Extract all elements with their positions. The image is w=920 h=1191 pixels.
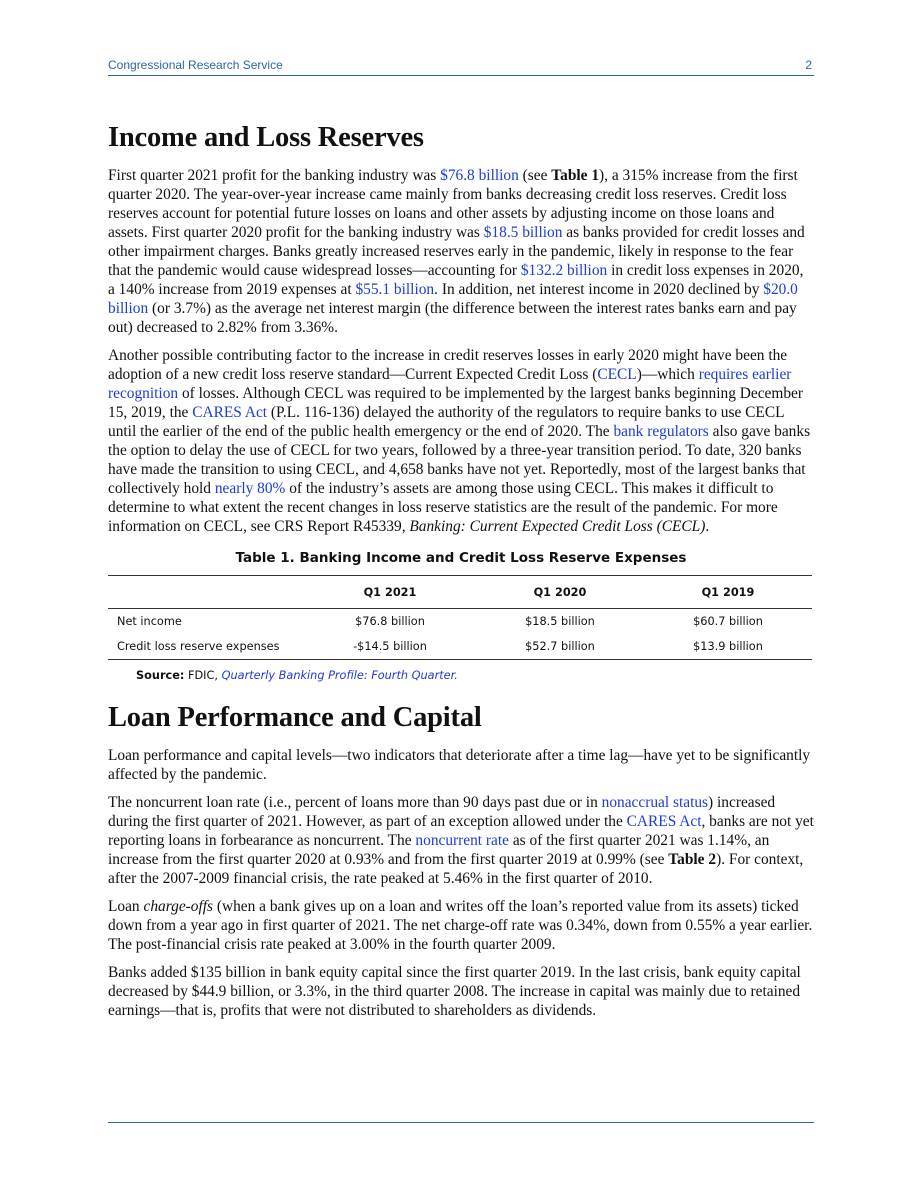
text-run: Loan [108, 898, 144, 915]
table-reference: Table 1 [551, 167, 600, 184]
main-content [108, 120, 814, 1029]
link-nonaccrual-status[interactable]: nonaccrual status [601, 794, 709, 811]
text-run: (see [518, 167, 552, 184]
column-header: Q1 2021 [304, 576, 476, 609]
source-text: FDIC, [184, 669, 222, 682]
table-row [108, 609, 812, 635]
link-76-8-billion[interactable]: $76.8 billion [440, 167, 519, 184]
table-title: Table 1. Banking Income and Credit Loss Reserve Expenses [235, 550, 687, 566]
report-title: Banking: Current Expected Credit Loss (CECL) [409, 518, 706, 535]
income-reserve-table [108, 575, 812, 660]
table-cell: -$14.5 billion [304, 634, 476, 660]
link-bank-regulators[interactable]: bank regulators [613, 423, 709, 440]
term-charge-offs: charge-offs [143, 898, 214, 915]
text-run: , banks are not yet reporting loans in forbearance as noncurrent. The [108, 813, 814, 849]
text-run: ), a 315% increase from the first quarter 2020. The year-over-year increase came mainly from banks decreasing credit loss reserves. Credit loss reserves account for potential future losses on loans and other assets by adjusting income on those loans and assets. First quarter 2020 profit for the banking industry was [108, 167, 798, 241]
text-run: as of the first quarter 2021 was 1.14%, an increase from the first quarter 2020 at 0.93% and from the first quarter 2019 at 0.99% (see [108, 832, 770, 868]
text-run: The noncurrent loan rate (i.e., percent of loans more than 90 days past due or in [108, 794, 602, 811]
paragraph-loan-1: Loan performance and capital levels—two indicators that deteriorate after a time lag—have yet to be significantly affected by the pandemic. [108, 747, 811, 783]
text-run: as banks provided for credit losses and other impairment charges. Banks greatly increased reserves early in the pandemic, likely in response to the fear that the pandemic would cause widespread losses—accounting for [108, 224, 805, 279]
paragraph-income-1 [108, 166, 814, 337]
table-cell: $13.9 billion [644, 634, 812, 660]
table-source [136, 669, 814, 682]
text-run: (when a bank gives up on a loan and writes off the loan’s reported value from its assets) ticked down from a year ago in first quarter of 2021. The net charge-off rate was 0.34%, down from 0.55% a year earlier. The post-financial crisis rate peaked at 3.00% in the fourth quarter 2009. [108, 898, 813, 953]
page-header [108, 55, 814, 76]
text-run: (P.L. 116-136) delayed the authority of the regulators to require banks to use CECL until the earlier of the end of the public health emergency or the end of 2020. The [108, 404, 784, 440]
paragraph-income-2 [108, 346, 814, 536]
text-run: ). For context, after the 2007-2009 financial crisis, the rate peaked at 5.46% in the first quarter of 2010. [108, 851, 804, 887]
page-number: 2 [805, 58, 812, 72]
column-header [108, 576, 304, 609]
link-requires-earlier-recognition[interactable]: requires earlier recognition [108, 366, 792, 402]
column-header: Q1 2020 [476, 576, 644, 609]
link-20-0-billion[interactable]: $20.0 billion [108, 281, 798, 317]
row-label: Net income [117, 615, 182, 628]
table-cell: $60.7 billion [693, 615, 763, 628]
text-run: . In addition, net interest income in 2020 declined by [434, 281, 764, 298]
text-run: . [705, 518, 710, 535]
column-header: Q1 2019 [644, 576, 812, 609]
text-run: First quarter 2021 profit for the banking industry was [108, 167, 441, 184]
text-run: )—which [636, 366, 699, 383]
link-cares-act[interactable]: CARES Act [192, 404, 268, 421]
link-18-5-billion[interactable]: $18.5 billion [483, 224, 563, 241]
text-run: Another possible contributing factor to the increase in credit reserves losses in early 2020 might have been the adoption of a new credit loss reserve standard—Current Expected Credit Loss ( [108, 347, 788, 383]
text-run: also gave banks the option to delay the use of CECL for two years, followed by a three-year transition period. To date, 320 banks have made the transition to using CECL, and 4,658 banks have not yet. Reportedly, most of the largest banks that collectively hold [108, 423, 811, 497]
link-quarterly-banking-profile[interactable]: Quarterly Banking Profile: Fourth Quarter. [221, 669, 458, 682]
link-noncurrent-rate[interactable]: noncurrent rate [415, 832, 509, 849]
footer-divider [108, 1122, 814, 1123]
paragraph-loan-3 [108, 897, 814, 954]
text-run: ) increased during the first quarter of 2021. However, as part of an exception allowed under the [108, 794, 776, 830]
paragraph-loan-4: Banks added $135 billion in bank equity capital since the first quarter 2019. In the last crisis, bank equity capital decreased by $44.9 billion, or 3.3%, in the third quarter 2008. The increase in capital was mainly due to retained earnings—that is, profits that were not distributed to shareholders as dividends. [108, 964, 801, 1019]
table-cell: $52.7 billion [476, 634, 644, 660]
text-run: of the industry’s assets are among those using CECL. This makes it difficult to determine to what extent the recent changes in loss reserve statistics are the result of the pandemic. For more information on CECL, see CRS Report R45339, [108, 480, 778, 535]
link-cecl[interactable]: CECL [597, 366, 637, 383]
source-label: Source: [136, 669, 185, 682]
text-run: (or 3.7%) as the average net interest margin (the difference between the interest rates banks earn and pay out) decreased to 2.82% from 3.36%. [108, 300, 797, 336]
row-label: Credit loss reserve expenses [108, 634, 304, 660]
table-cell: $18.5 billion [525, 615, 595, 628]
section-heading-loan-performance: Loan Performance and Capital [108, 702, 482, 733]
link-55-1-billion[interactable]: $55.1 billion [355, 281, 435, 298]
section-heading-income: Income and Loss Reserves [108, 122, 424, 153]
link-cares-act-2[interactable]: CARES Act [626, 813, 702, 830]
text-run: in credit loss expenses in 2020, a 140% increase from 2019 expenses at [108, 262, 804, 298]
table-header-row [108, 576, 812, 609]
link-nearly-80-percent[interactable]: nearly 80% [214, 480, 286, 497]
link-132-2-billion[interactable]: $132.2 billion [520, 262, 608, 279]
table-cell: $76.8 billion [355, 615, 425, 628]
table-row [108, 634, 812, 660]
table-reference: Table 2 [668, 851, 717, 868]
paragraph-loan-2 [108, 793, 814, 888]
text-run: of losses. Although CECL was required to be implemented by the largest banks beginning December 15, 2019, the [108, 385, 803, 421]
header-publisher: Congressional Research Service [108, 58, 283, 72]
